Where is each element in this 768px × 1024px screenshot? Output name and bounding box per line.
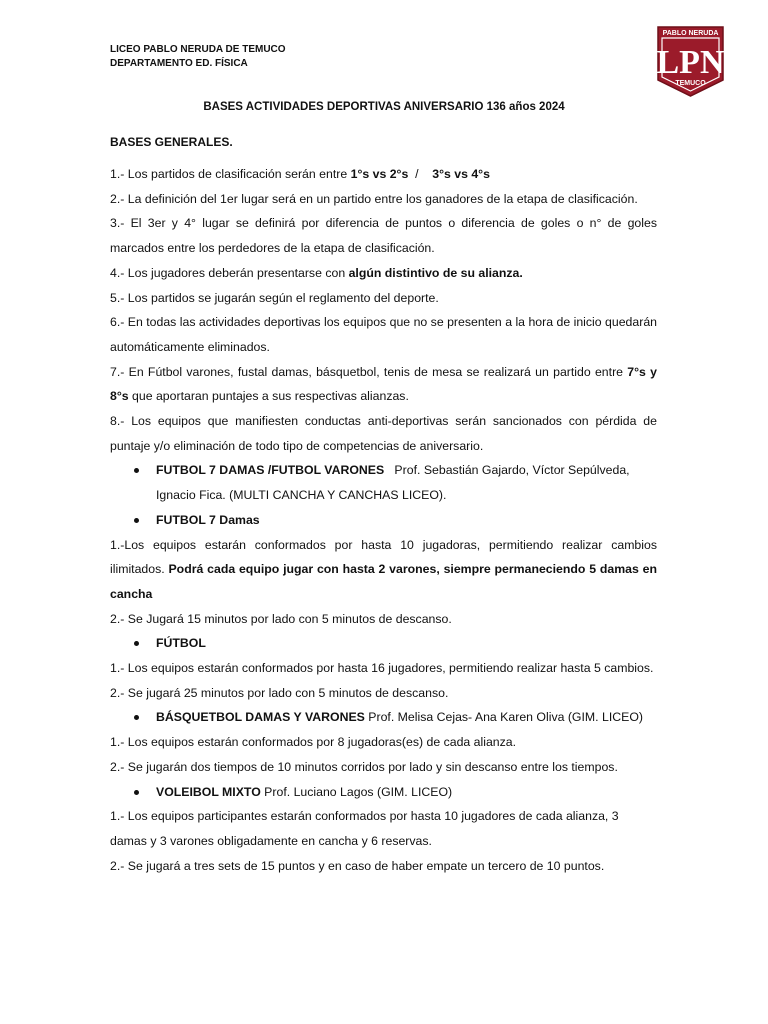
rule-2: 2.- La definición del 1er lugar será en un partido entre los ganadores de la etapa de clasificación. [110,191,638,206]
logo-letters: LPN [656,44,725,81]
rule-4: 4.- Los jugadores deberán presentarse con algún distintivo de su alianza. [110,265,523,280]
logo-top-text: PABLO NERUDA [662,30,719,37]
futbol-rule-2: 2.- Se jugará 25 minutos por lado con 5 minutos de descanso. [110,685,449,700]
futbol7-rule-1: 1.-Los equipos estarán conformados por hasta 10 jugadoras, permitiendo realizar cambios ilimitados. Podrá cada equipo jugar con hasta 2 varones, siempre permaneciendo 5 damas en cancha [110,537,657,601]
futbol7-rule-2: 2.- Se Jugará 15 minutos por lado con 5 minutos de descanso. [110,611,452,626]
school-name: LICEO PABLO NERUDA DE TEMUCO [110,44,286,55]
school-logo [654,24,727,99]
rule-5: 5.- Los partidos se jugarán según el reglamento del deporte. [110,290,439,305]
section-basquetbol: BÁSQUETBOL DAMAS Y VARONES Prof. Melisa Cejas- Ana Karen Oliva (GIM. LICEO) [110,705,657,730]
section-futbol7-varones: FUTBOL 7 DAMAS /FUTBOL VARONES Prof. Sebastián Gajardo, Víctor Sepúlveda, [110,458,657,483]
basquetbol-rule-1: 1.- Los equipos estarán conformados por 8 jugadoras(es) de cada alianza. [110,735,517,750]
section-futbol7-staff: Ignacio Fica. (MULTI CANCHA Y CANCHAS LICEO). [156,488,447,503]
document-title: BASES ACTIVIDADES DEPORTIVAS ANIVERSARIO 136 años 2024 [203,101,565,113]
department-name: DEPARTAMENTO ED. FÍSICA [110,58,248,69]
section-futbol7-damas: FUTBOL 7 Damas [110,508,657,533]
basquetbol-rule-2: 2.- Se jugarán dos tiempos de 10 minutos corridos por lado y sin descanso entre los tiempos. [110,759,618,774]
rule-7: 7.- En Fútbol varones, fustal damas, básquetbol, tenis de mesa se realizará un partido entre 7°s y 8°s que aportaran puntajes a sus respectivas alianzas. [110,364,657,404]
rule-1: 1.- Los partidos de clasificación serán entre 1°s vs 2°s / 3°s vs 4°s [110,167,490,181]
rule-3: 3.- El 3er y 4° lugar se definirá por diferencia de puntos o diferencia de goles o n° de goles marcados entre los perdedores de la etapa de clasificación. [110,216,657,256]
section-voleibol: VOLEIBOL MIXTO Prof. Luciano Lagos (GIM. LICEO) [110,780,657,805]
section-heading: BASES GENERALES. [110,135,233,149]
rule-8: 8.- Los equipos que manifiesten conductas anti-deportivas serán sancionados con pérdida de puntaje y/o eliminación de todo tipo de competencias de aniversario. [110,414,657,453]
document-body [110,162,657,878]
section-futbol: FÚTBOL [110,631,657,656]
futbol-rule-1: 1.- Los equipos estarán conformados por hasta 16 jugadores, permitiendo realizar hasta 5 cambios. [110,661,654,676]
logo-bottom-text: TEMUCO [675,80,706,87]
rule-6: 6.- En todas las actividades deportivas los equipos que no se presenten a la hora de inicio quedarán automáticamente eliminados. [110,315,657,354]
voleibol-rule-2: 2.- Se jugará a tres sets de 15 puntos y en caso de haber empate un tercero de 10 puntos. [110,858,605,873]
voleibol-rule-1: 1.- Los equipos participantes estarán conformados por hasta 10 jugadores de cada alianza, 3 damas y 3 varones obligadamente en cancha y 6 reservas. [110,809,619,848]
school-header [110,43,286,71]
